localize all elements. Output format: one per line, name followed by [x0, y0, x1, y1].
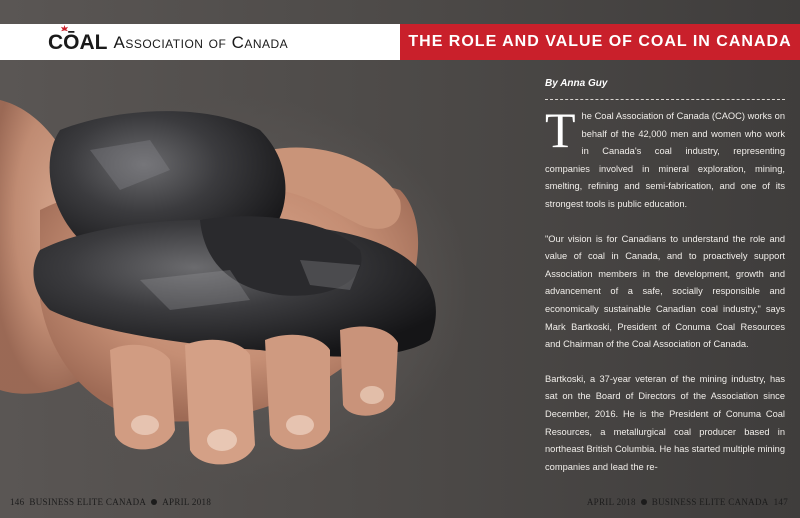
maple-leaf-icon	[60, 25, 69, 34]
issue-date: APRIL 2018	[162, 497, 212, 507]
coal-association-logo	[48, 30, 288, 56]
magazine-name: BUSINESS ELITE CANADA	[29, 497, 147, 507]
page-number: 146	[10, 497, 25, 507]
article-paragraph	[545, 102, 785, 214]
byline-divider	[545, 99, 785, 100]
bullet-icon	[151, 499, 157, 505]
bullet-icon	[641, 499, 647, 505]
right-page-folio	[587, 497, 788, 507]
coal-in-hand-photo	[0, 60, 560, 500]
byline: By Anna Guy	[545, 78, 608, 89]
left-page-folio	[10, 497, 211, 507]
article-body	[545, 102, 785, 493]
logo-wordmark-association: Association of Canada	[113, 33, 289, 52]
drop-cap: T	[545, 102, 576, 158]
logo-wordmark-coal: CŌAL	[48, 31, 108, 54]
page-number: 147	[773, 497, 788, 507]
issue-date: APRIL 2018	[586, 497, 636, 507]
paragraph-text: he Coal Association of Canada (CAOC) works on behalf of the 42,000 men and women who work in Canada's coal industry, representing companies involved in mineral exploration, mining, smelting, refining and semi-fabrication, and one of its strongest tools is public education.	[545, 111, 785, 209]
article-paragraph: Bartkoski, a 37-year veteran of the mining industry, has sat on the Board of Directors of the Association since December, 2016. He is the President of Conuma Coal Resources, a metallurgical coal producer based in northeast British Columbia. He has started multiple mining companies and lead the re-	[545, 373, 785, 472]
article-paragraph: "Our vision is for Canadians to understand the role and value of coal in Canada, and to proactively support Association members in the development, growth and advancement of a safe, socially responsible and economically sustainable Canadian coal industry," says Mark Bartkoski, President of Conuma Coal Resources and Chairman of the Coal Association of Canada.	[545, 233, 785, 350]
article-headline: THE ROLE AND VALUE OF COAL IN CANADA	[408, 33, 792, 50]
magazine-name: BUSINESS ELITE CANADA	[651, 497, 769, 507]
